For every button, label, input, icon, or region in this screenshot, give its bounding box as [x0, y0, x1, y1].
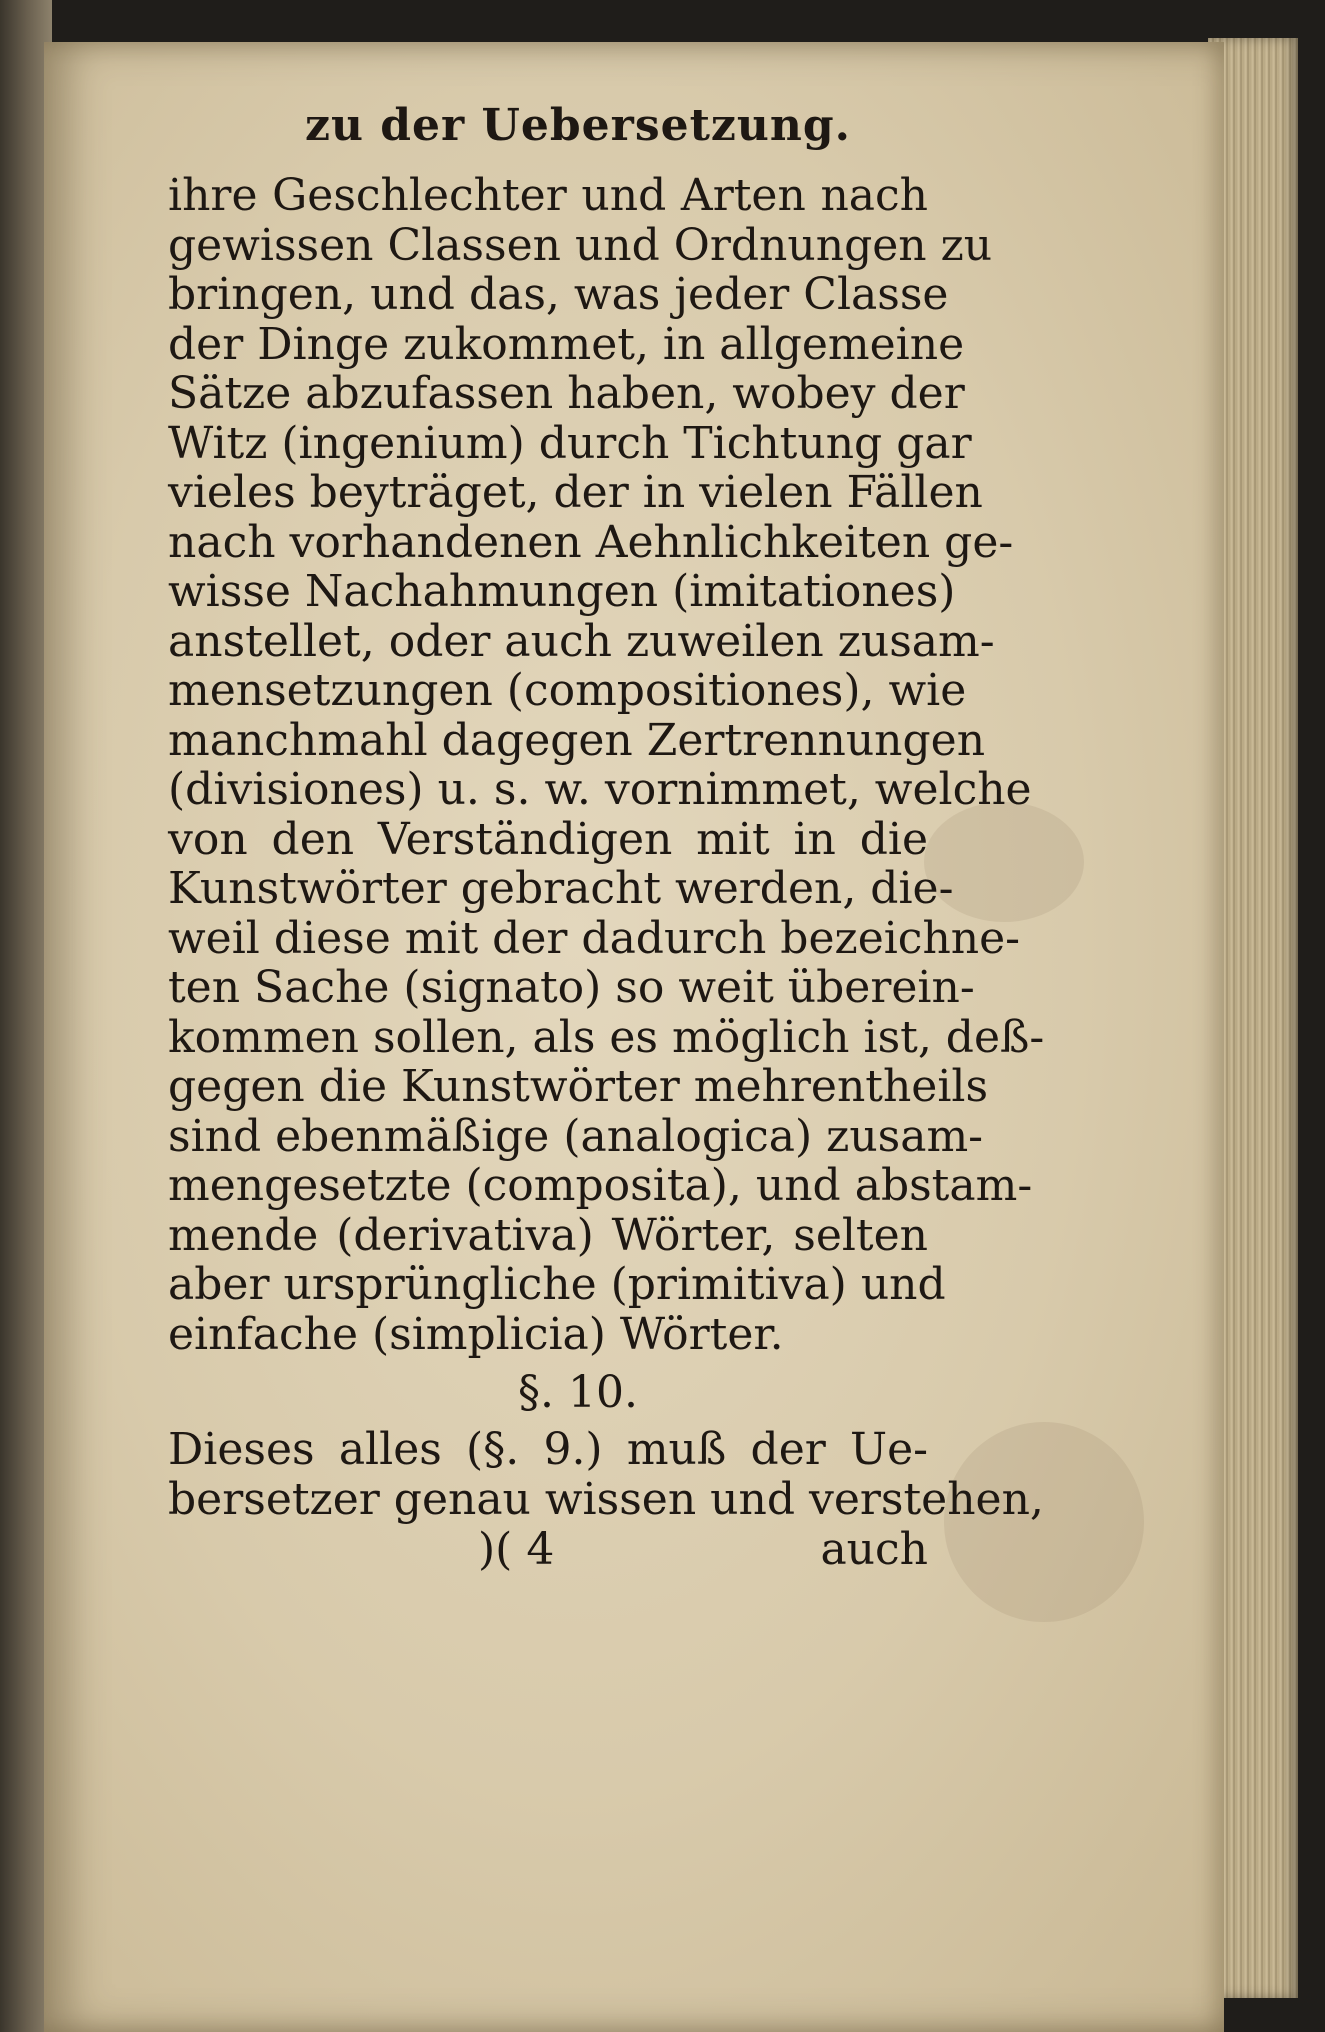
text-line: vieles beyträget, der in vielen Fällen — [168, 467, 983, 518]
section-paragraph — [168, 1424, 1044, 1525]
paragraph — [168, 170, 1045, 1360]
page-footer — [168, 1524, 928, 1574]
text-line: bersetzer genau wissen und verstehen, — [168, 1473, 1044, 1525]
text-line: (divisiones) u. s. w. vornimmet, welche — [168, 764, 1032, 815]
text-line: mengesetzte (composita), und abstam- — [168, 1160, 1033, 1211]
text-line: mende (derivativa) Wörter, selten — [168, 1209, 928, 1261]
page-text-block — [168, 100, 1045, 1575]
text-line: kommen sollen, als es möglich ist, deß- — [168, 1011, 1045, 1063]
text-line: manchmahl dagegen Zertrennungen — [168, 714, 986, 766]
text-line: bringen, und das, was jeder Classe — [168, 269, 949, 320]
text-line: anstellet, oder auch zuweilen zusam- — [168, 615, 995, 667]
text-line: nach vorhandenen Aehnlichkeiten ge- — [168, 516, 1014, 568]
text-line: gewissen Classen und Ordnungen zu — [168, 219, 993, 271]
text-line: gegen die Kunstwörter mehrentheils — [168, 1061, 989, 1112]
text-line: sind ebenmäßige (analogica) zusam- — [168, 1110, 984, 1162]
text-line: Dieses alles (§. 9.) muß der Ue- — [168, 1424, 928, 1475]
text-line: Kunstwörter gebracht werden, die- — [168, 863, 954, 914]
text-line: aber ursprüngliche (primitiva) und — [168, 1259, 946, 1310]
running-header: zu der Uebersetzung. — [304, 100, 851, 151]
text-line: Witz (ingenium) durch Tichtung gar — [168, 417, 972, 469]
text-line: mensetzungen (compositiones), wie — [168, 665, 967, 716]
section-heading: §. 10. — [518, 1367, 638, 1418]
text-line: der Dinge zukommet, in allgemeine — [168, 318, 965, 370]
catchword: auch — [820, 1524, 928, 1575]
text-line: ihre Geschlechter und Arten nach — [168, 170, 928, 221]
text-line: von den Verständigen mit in die — [168, 813, 928, 865]
text-line: einfache (simplicia) Wörter. — [168, 1308, 784, 1360]
text-line: ten Sache (signato) so weit überein- — [168, 962, 975, 1013]
signature-mark: )( 4 — [478, 1524, 555, 1575]
text-line: wisse Nachahmungen (imitationes) — [168, 566, 956, 617]
text-line: Sätze abzufassen haben, wobey der — [168, 368, 965, 419]
text-line: weil diese mit der dadurch bezeichne- — [168, 912, 1021, 964]
